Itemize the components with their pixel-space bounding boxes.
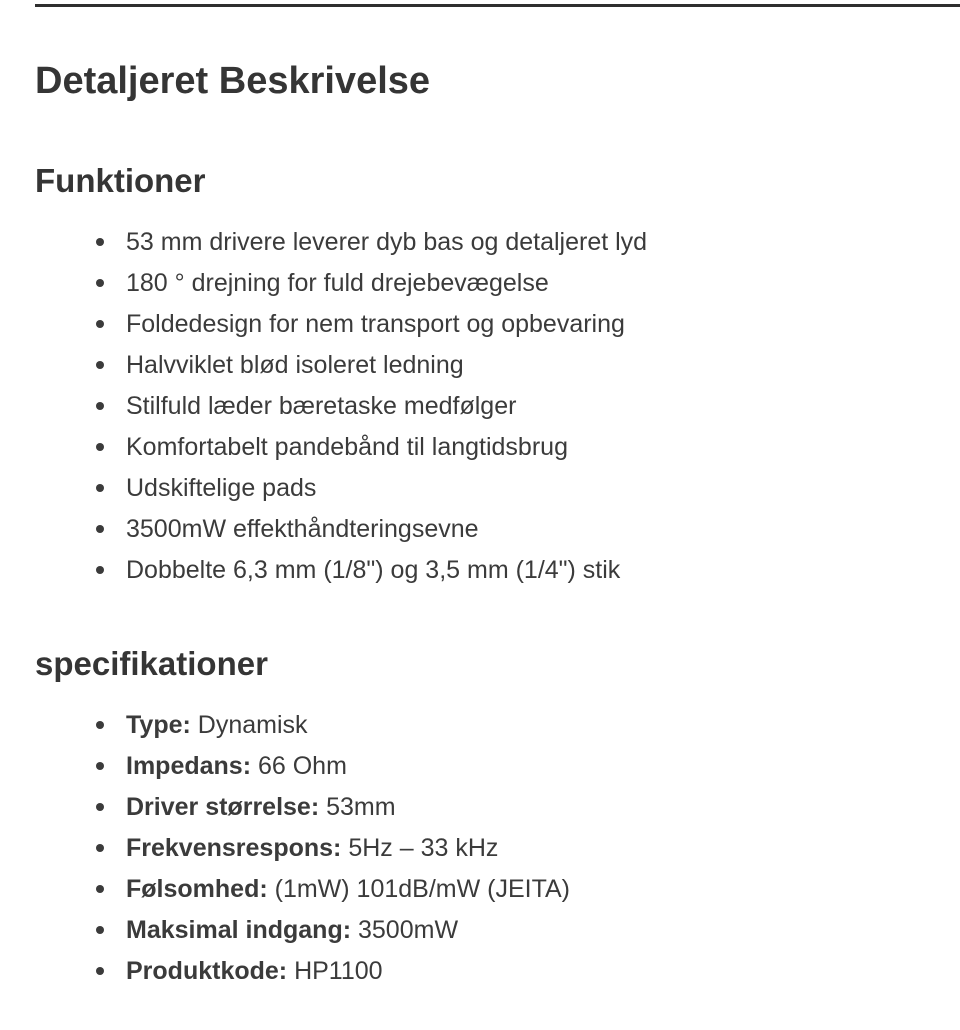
feature-item: Komfortabelt pandebånd til langtidsbrug xyxy=(126,432,960,463)
spec-item xyxy=(126,751,960,782)
feature-item: Stilfuld læder bæretaske medfølger xyxy=(126,391,960,422)
spec-label: Driver størrelse: xyxy=(126,793,320,822)
spec-label: Maksimal indgang: xyxy=(126,916,352,945)
spec-item xyxy=(126,915,960,946)
features-list xyxy=(0,227,960,586)
spec-item xyxy=(126,710,960,741)
spec-label: Følsomhed: xyxy=(126,875,268,904)
top-divider xyxy=(35,4,960,7)
spec-item xyxy=(126,792,960,823)
specifications-heading: specifikationer xyxy=(35,645,268,683)
spec-label: Impedans: xyxy=(126,752,252,781)
features-heading: Funktioner xyxy=(35,161,206,199)
product-description-page xyxy=(0,4,960,987)
spec-value: 3500mW xyxy=(358,916,459,945)
spec-item xyxy=(126,956,960,987)
spec-value: HP1100 xyxy=(294,957,383,986)
specifications-list xyxy=(0,710,960,987)
feature-item: Dobbelte 6,3 mm (1/8") og 3,5 mm (1/4") stik xyxy=(126,555,960,586)
feature-item: Udskiftelige pads xyxy=(126,473,960,504)
spec-value: 66 Ohm xyxy=(257,752,347,781)
feature-item: 53 mm drivere leverer dyb bas og detaljeret lyd xyxy=(126,227,960,258)
spec-item xyxy=(126,874,960,905)
page-title: Detaljeret Beskrivelse xyxy=(35,60,431,102)
spec-label: Type: xyxy=(126,711,191,740)
spec-value: (1mW) 101dB/mW (JEITA) xyxy=(274,875,571,904)
feature-item: 3500mW effekthåndteringsevne xyxy=(126,514,960,545)
feature-item: 180 ° drejning for fuld drejebevægelse xyxy=(126,268,960,299)
spec-label: Produktkode: xyxy=(126,957,288,986)
feature-item: Foldedesign for nem transport og opbevaring xyxy=(126,309,960,340)
feature-item: Halvviklet blød isoleret ledning xyxy=(126,350,960,381)
spec-value: 5Hz – 33 kHz xyxy=(348,834,499,863)
spec-value: 53mm xyxy=(326,793,396,822)
spec-label: Frekvensrespons: xyxy=(126,834,342,863)
spec-value: Dynamisk xyxy=(197,711,308,740)
spec-item xyxy=(126,833,960,864)
